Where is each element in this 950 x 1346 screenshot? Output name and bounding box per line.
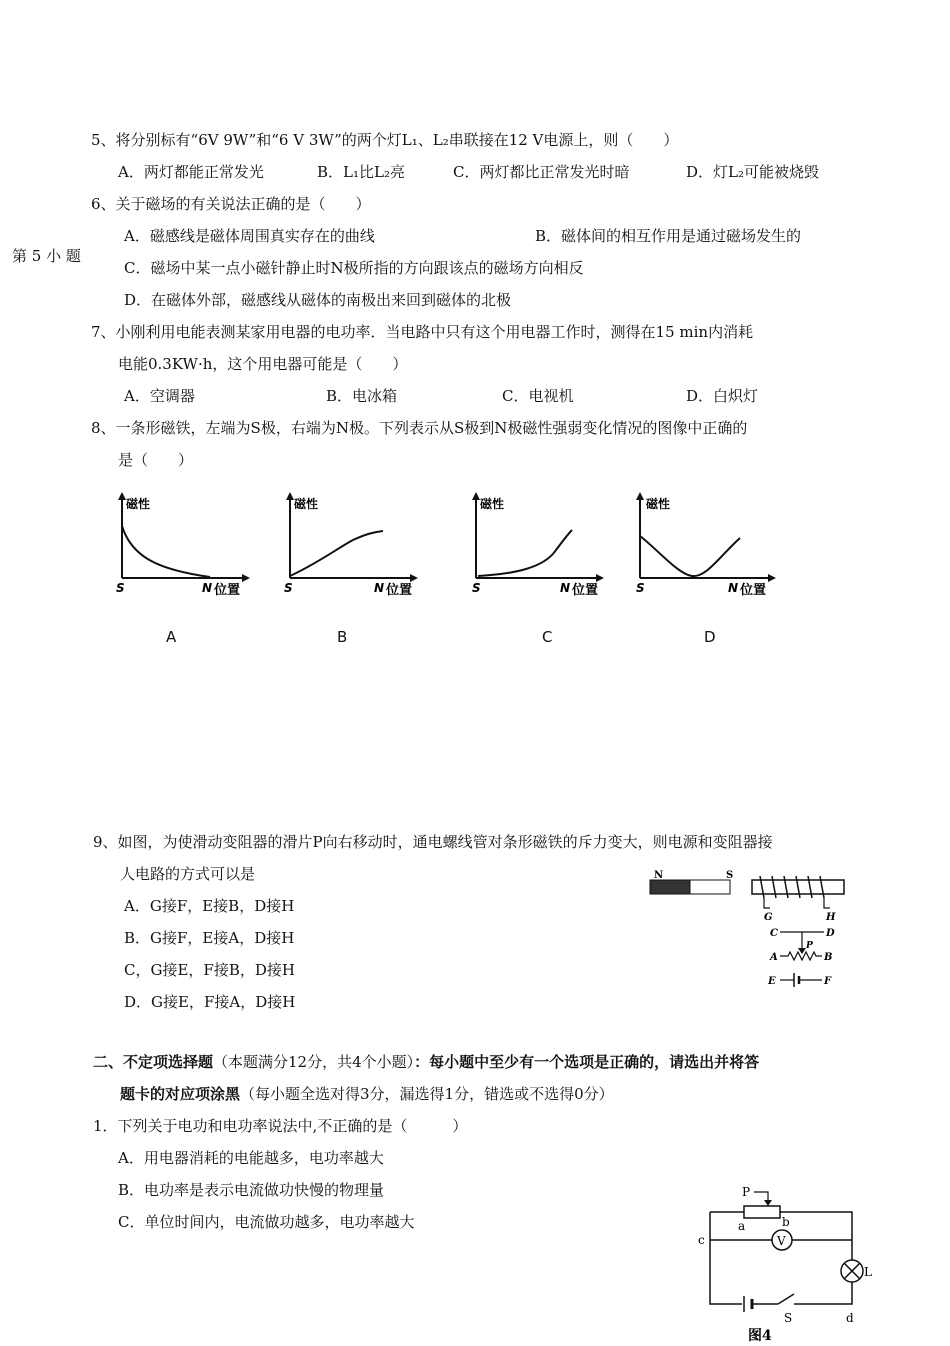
terminal-g-label: G (764, 912, 773, 923)
graph-b-xlabel: 位置 (386, 583, 413, 598)
section2-header-line2 (120, 1084, 614, 1104)
q7-stem-line1: 7、小刚利用电能表测某家用电器的电功率．当电路中只有这个用电器工作时，测得在15 min内消耗 (91, 323, 754, 341)
s2q1-option-a[interactable]: A．用电器消耗的电能越多，电功率越大 (118, 1149, 384, 1167)
s2q1-stem: 1．下列关于电功和电功率说法中,不正确的是（ ） (93, 1117, 468, 1135)
q9-option-c[interactable]: C，G接E，F接B，D接H (124, 961, 295, 979)
q9-stem-line2: 人电路的方式可以是 (120, 865, 256, 883)
graph-c-ylabel: 磁性 (480, 497, 505, 511)
magnet-s-label: S (726, 870, 734, 881)
graph-c-xlabel: 位置 (572, 583, 599, 598)
q6-option-d[interactable]: D．在磁体外部，磁感线从磁体的南极出来回到磁体的北极 (124, 291, 512, 309)
q5-stem: 5、将分别标有“6V 9W”和“6 V 3W”的两个灯L₁、L₂串联接在12 V电源上，则（ ） (91, 131, 679, 149)
fig4-rheostat (744, 1206, 780, 1218)
q8-caption-b[interactable]: B (337, 628, 348, 646)
q6-stem: 6、关于磁场的有关说法正确的是（ ） (91, 195, 371, 213)
terminal-f-label: F (824, 976, 832, 987)
bar-magnet-s-half (690, 880, 730, 894)
s2q1-option-b[interactable]: B．电功率是表示电流做功快慢的物理量 (118, 1181, 385, 1199)
q5-option-b[interactable]: B．L₁比L₂亮 (317, 163, 405, 181)
q8-caption-d[interactable]: D (704, 628, 716, 646)
graph-d-xlabel: 位置 (740, 583, 767, 598)
fig4-label-l: L (864, 1265, 872, 1279)
fig4-label-b: b (782, 1215, 790, 1229)
fig4-label-c: c (698, 1233, 705, 1247)
figure-4-circuit (694, 1186, 874, 1342)
q7-option-b[interactable]: B．电冰箱 (326, 387, 398, 405)
section2-instruction1: ：每小题中至少有一个选项是正确的，请选出并将答 (414, 1053, 760, 1071)
q7-stem-line2: 电能0.3KW·h，这个用电器可能是（ ） (118, 355, 408, 373)
section2-header-line1 (93, 1052, 759, 1072)
section2-instruction2-rest: （每小题全选对得3分，漏选得1分，错选或不选得0分） (240, 1085, 614, 1103)
q9-option-b[interactable]: B．G接F，E接A，D接H (124, 929, 295, 947)
q8-stem-line2: 是（ ） (118, 451, 194, 469)
q5-option-c[interactable]: C．两灯都比正常发光时暗 (453, 163, 630, 181)
q5-option-d[interactable]: D．灯L₂可能被烧毁 (686, 163, 820, 181)
q7-option-a[interactable]: A．空调器 (124, 387, 195, 405)
q8-stem-line1: 8、一条形磁铁，左端为S极，右端为N极。下列表示从S极到N极磁性强弱变化情况的图像中正确的 (91, 419, 748, 437)
fig4-label-v: V (777, 1234, 786, 1248)
section2-title: 二、不定项选择题 (93, 1053, 214, 1071)
magnet-n-label: N (654, 870, 664, 881)
q6-option-a[interactable]: A．磁感线是磁体周围真实存在的曲线 (124, 227, 375, 245)
fig4-label-p: P (742, 1186, 751, 1199)
q8-graph-c (464, 488, 604, 598)
slider-p-label: P (806, 941, 813, 951)
q7-option-c[interactable]: C．电视机 (502, 387, 574, 405)
q8-graph-d (628, 488, 776, 598)
terminal-a-label: A (770, 952, 778, 963)
q6-option-b[interactable]: B．磁体间的相互作用是通过磁场发生的 (535, 227, 802, 245)
q5-option-a[interactable]: A．两灯都能正常发光 (118, 163, 264, 181)
q9-option-a[interactable]: A．G接F，E接B，D接H (124, 897, 295, 915)
fig4-switch (778, 1294, 794, 1304)
graph-d-ylabel: 磁性 (646, 497, 671, 511)
graph-d-s: S (636, 581, 645, 595)
terminal-b-label: B (824, 952, 833, 963)
q8-graph-a (110, 488, 250, 598)
q8-caption-c[interactable]: C (542, 628, 553, 646)
graph-b-n: N (374, 581, 385, 595)
s2q1-option-c[interactable]: C．单位时间内，电流做功越多，电功率越大 (118, 1213, 415, 1231)
graph-b-s: S (284, 581, 293, 595)
q8-caption-a[interactable]: A (166, 628, 177, 646)
q8-graph-b (278, 488, 418, 598)
graph-a-n: N (202, 581, 213, 595)
bar-magnet-n-half (650, 880, 690, 894)
graph-b-ylabel: 磁性 (294, 497, 319, 511)
rheostat-resistor (780, 952, 822, 960)
graph-a-s: S (116, 581, 125, 595)
terminal-e-label: E (768, 976, 776, 987)
section2-instruction2-bold: 题卡的对应项涂黑 (120, 1085, 241, 1103)
graph-c-n: N (560, 581, 571, 595)
section2-note: （本题满分12分，共4个小题） (213, 1053, 415, 1071)
graph-d-n: N (728, 581, 739, 595)
q9-option-d[interactable]: D．G接E，F接A，D接H (124, 993, 296, 1011)
terminal-h-label: H (826, 912, 836, 923)
fig4-label-a: a (738, 1219, 746, 1233)
terminal-d-label: D (826, 928, 835, 939)
q6-option-c[interactable]: C．磁场中某一点小磁针静止时N极所指的方向跟该点的磁场方向相反 (124, 259, 584, 277)
fig4-label-s: S (784, 1311, 793, 1325)
graph-a-xlabel: 位置 (214, 583, 241, 598)
graph-c-s: S (472, 581, 481, 595)
side-label: 第 5 小 题 (12, 247, 81, 265)
q9-stem-line1: 9、如图，为使滑动变阻器的滑片P向右移动时，通电螺线管对条形磁铁的斥力变大，则电源和变阻器接 (93, 833, 773, 851)
q9-circuit-figure (646, 868, 864, 996)
fig4-caption: 图4 (748, 1328, 772, 1342)
graph-a-ylabel: 磁性 (126, 497, 151, 511)
terminal-c-label: C (770, 928, 778, 939)
fig4-label-d: d (846, 1311, 854, 1325)
q7-option-d[interactable]: D．白炽灯 (686, 387, 759, 405)
